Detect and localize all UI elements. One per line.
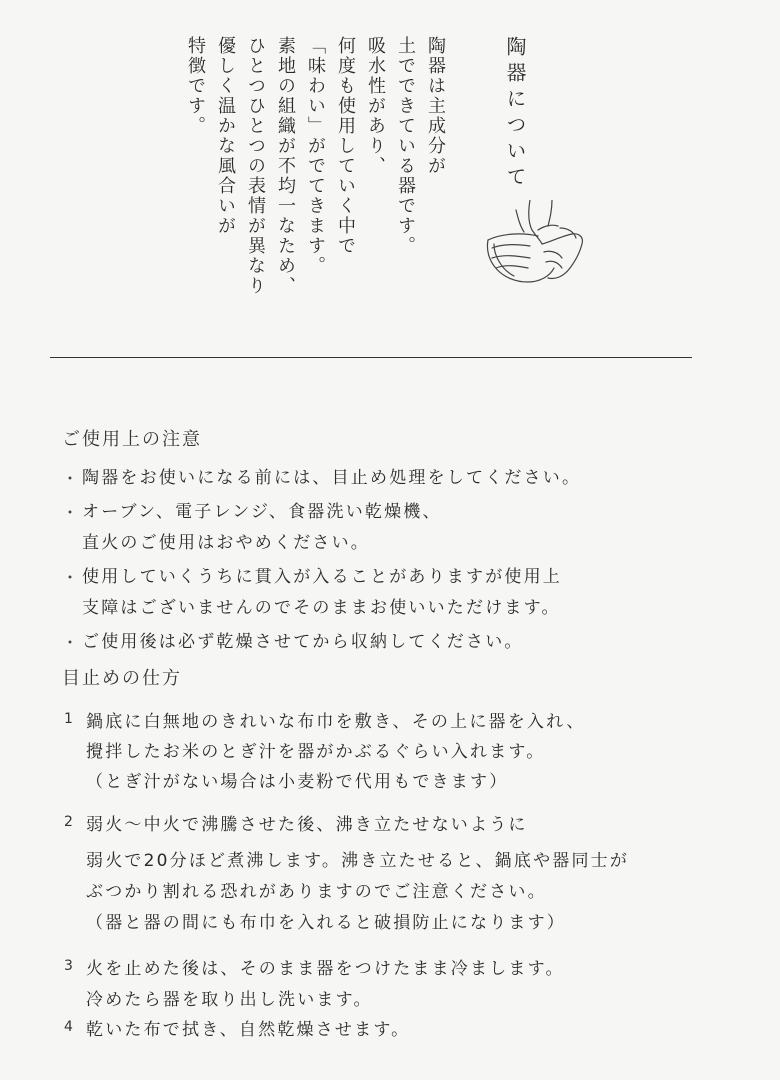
method-line: 弱火で20分ほど煮沸します。沸き立たせると、鍋底や器同士が [86,851,630,871]
intro-line: 「味わい」がでてきます。 [305,36,326,276]
notes-line: 陶器をお使いになる前には、目止め処理をしてください。 [82,468,582,488]
method-line: 弱火～中火で沸騰させた後、沸き立たせないように [86,815,528,835]
intro-line: 特徴です。 [185,36,206,136]
bullet: ・ [62,469,79,488]
notes-line: 使用していくうちに貫入が入ることがありますが使用上 [82,567,562,587]
method-line: 冷めたら器を取り出し洗います。 [86,990,373,1010]
method-line: 攪拌したお米のとぎ汁を器がかぶるぐらい入れます。 [86,742,546,762]
intro-line: 何度も使用していく中で [335,36,356,256]
notes-line: 支障はございませんのでそのままお使いいただけます。 [82,598,561,618]
step-number: 1 [64,711,73,727]
bullet: ・ [62,568,79,587]
step-number: 4 [64,1019,73,1035]
method-line: （器と器の間にも布巾を入れると破損防止になります） [86,913,566,933]
method-line: 火を止めた後は、そのまま器をつけたまま冷まします。 [86,959,565,979]
bullet: ・ [62,503,79,522]
intro-line: ひとつひとつの表情が異なり [245,36,266,296]
page-title: 陶器について [503,36,527,192]
notes-line: ご使用後は必ず乾燥させてから収納してください。 [82,632,524,652]
step-number: 2 [64,814,73,830]
method-line: 乾いた布で拭き、自然乾燥させます。 [86,1020,411,1040]
method-line: 鍋底に白無地のきれいな布巾を敷き、その上に器を入れ、 [86,712,586,732]
method-line: （とぎ汁がない場合は小麦粉で代用もできます） [86,772,509,792]
bullet: ・ [62,633,79,652]
intro-text [180,36,450,356]
notes-heading: ご使用上の注意 [62,429,202,450]
notes-line: 直火のご使用はおやめください。 [82,533,370,553]
hands-holding-bowl-icon [480,200,590,295]
intro-line: 吸水性があり、 [365,36,386,176]
method-heading: 目止めの仕方 [62,668,182,689]
intro-line: 土でできている器です。 [395,36,416,256]
step-number: 3 [64,958,73,974]
intro-line: 素地の組織が不均一なため、 [275,36,296,296]
intro-line: 優しく温かな風合いが [215,36,236,236]
intro-line: 陶器は主成分が [425,36,446,176]
method-line: ぶつかり割れる恐れがありますのでご注意ください。 [86,882,547,902]
divider [50,357,692,358]
notes-line: オーブン、電子レンジ、食器洗い乾燥機、 [82,502,442,522]
